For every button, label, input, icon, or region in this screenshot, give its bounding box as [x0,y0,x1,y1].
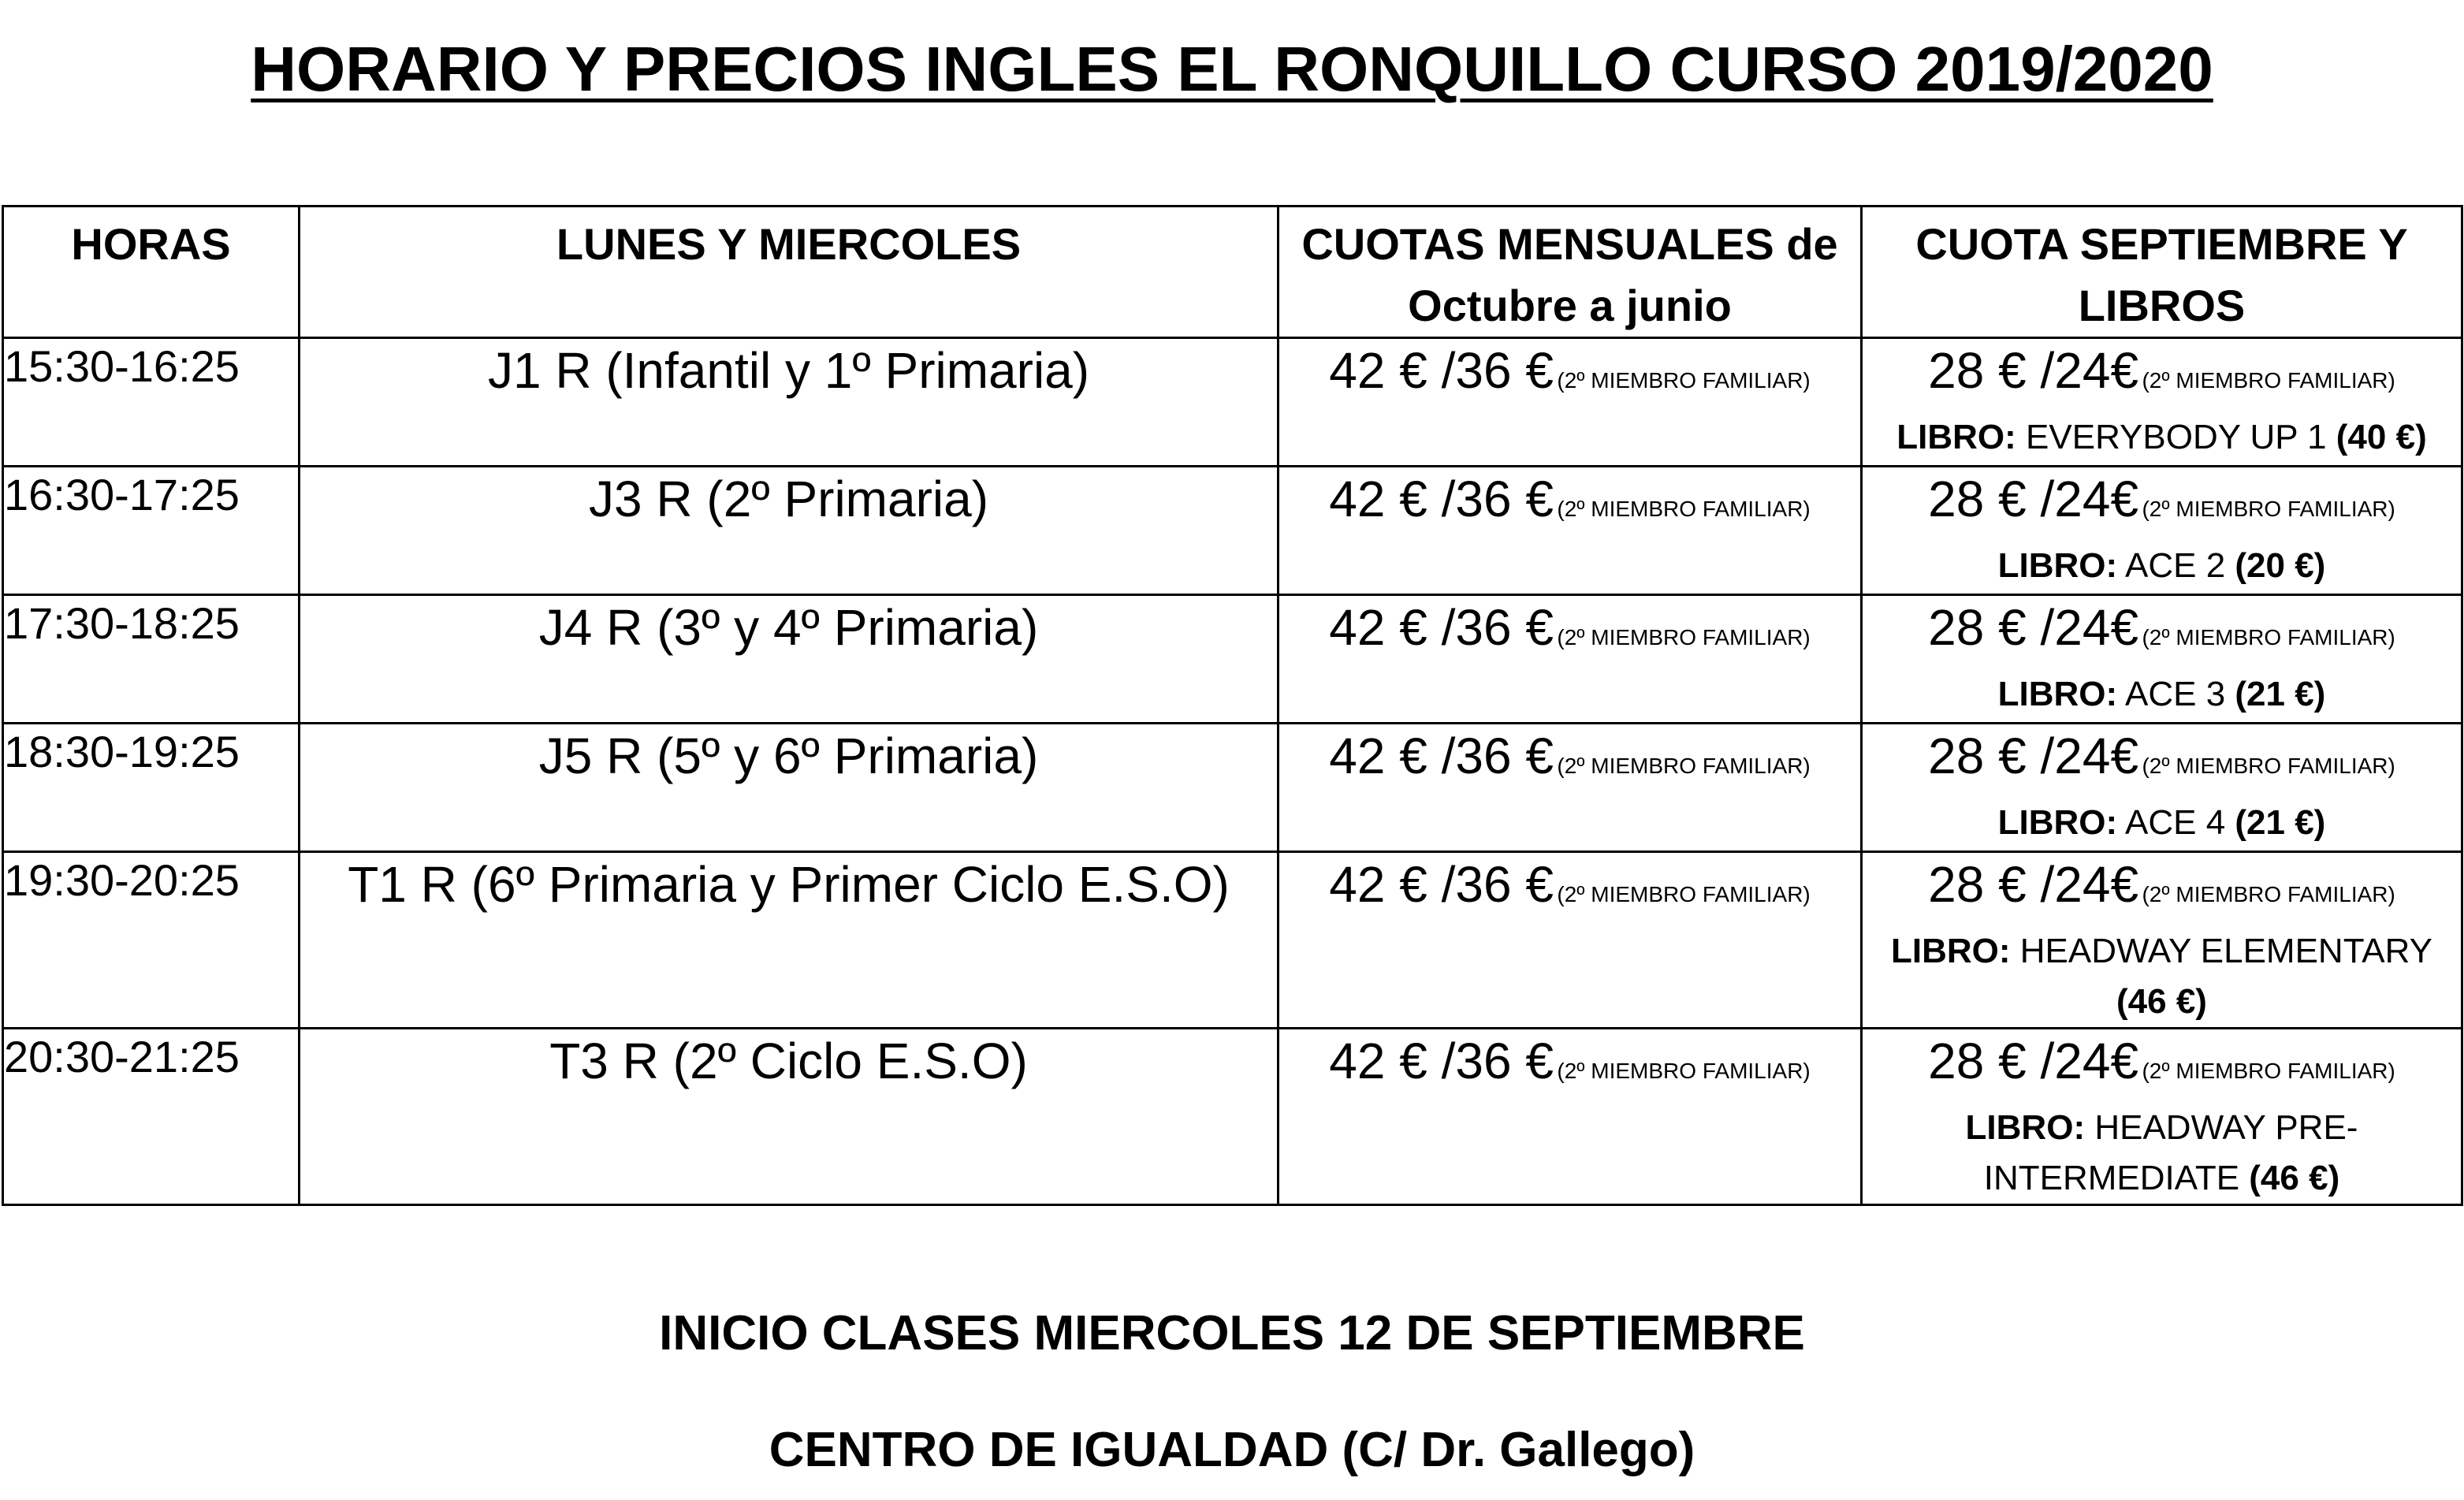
cuota-nota: (2º MIEMBRO FAMILIAR) [1557,1059,1811,1083]
cuota-nota: (2º MIEMBRO FAMILIAR) [1557,497,1811,521]
table-header-row [3,207,2462,338]
septiembre-nota: (2º MIEMBRO FAMILIAR) [2142,497,2395,521]
septiembre-cell [1862,724,2462,852]
septiembre-precio-line [1863,339,2461,412]
septiembre-precio: 28 € /24€ [1928,599,2139,656]
septiembre-cell [1862,852,2462,1029]
header-horas: HORAS [3,207,300,338]
hora-cell: 20:30-21:25 [3,1029,300,1205]
table-row [3,595,2462,724]
grupo-cell: T3 R (2º Ciclo E.S.O) [300,1029,1279,1205]
libro-label: LIBRO [1997,675,2106,713]
septiembre-precio-line [1863,596,2461,669]
libro-line [1863,541,2461,591]
header-cuotas: CUOTAS MENSUALES de Octubre a junio [1279,207,1862,338]
inicio-clases-note: INICIO CLASES MIERCOLES 12 DE SEPTIEMBRE [659,1306,1805,1360]
septiembre-cell [1862,1029,2462,1205]
cuota-precio: 42 € /36 € [1329,471,1554,527]
cuota-precio: 42 € /36 € [1329,856,1554,913]
libro-colon: : [1998,932,2011,970]
libro-line [1863,798,2461,848]
cuota-precio: 42 € /36 € [1329,728,1554,784]
cuota-nota: (2º MIEMBRO FAMILIAR) [1557,882,1811,906]
septiembre-precio-line [1863,1029,2461,1103]
libro-precio: (21 €) [2235,803,2326,842]
libro-titulo: HEADWAY PRE-INTERMEDIATE [1983,1108,2358,1197]
libro-titulo: ACE 4 [2117,803,2235,842]
grupo-cell: J5 R (5º y 6º Primaria) [300,724,1279,852]
hora-cell: 15:30-16:25 [3,338,300,467]
hora-cell: 17:30-18:25 [3,595,300,724]
hora-cell: 18:30-19:25 [3,724,300,852]
libro-colon: : [2105,546,2118,585]
cuota-cell [1279,595,1862,724]
septiembre-nota: (2º MIEMBRO FAMILIAR) [2142,625,2395,650]
libro-line [1863,412,2461,463]
cuota-cell [1279,852,1862,1029]
centro-location-note: CENTRO DE IGUALDAD (C/ Dr. Gallego) [769,1423,1695,1477]
libro-titulo: ACE 2 [2117,546,2235,585]
grupo-cell: J4 R (3º y 4º Primaria) [300,595,1279,724]
libro-colon: : [2105,675,2118,713]
cuota-cell [1279,467,1862,595]
libro-colon: : [2004,418,2016,456]
libro-precio: (20 €) [2235,546,2326,585]
libro-label: LIBRO [1965,1108,2074,1147]
grupo-cell: J1 R (Infantil y 1º Primaria) [300,338,1279,467]
libro-colon: : [2105,803,2118,842]
septiembre-nota: (2º MIEMBRO FAMILIAR) [2142,368,2395,393]
grupo-cell: T1 R (6º Primaria y Primer Ciclo E.S.O) [300,852,1279,1029]
table-row [3,338,2462,467]
libro-titulo: ACE 3 [2117,675,2235,713]
libro-line [1863,926,2461,1027]
septiembre-cell [1862,467,2462,595]
page-title-text: HORARIO Y PRECIOS INGLES EL RONQUILLO CURSO 2019/2020 [251,34,2213,104]
libro-precio: (46 €) [2116,982,2207,1021]
hora-cell: 19:30-20:25 [3,852,300,1029]
cuota-precio: 42 € /36 € [1329,342,1554,399]
header-dias: LUNES Y MIERCOLES [300,207,1279,338]
libro-precio: (40 €) [2336,418,2427,456]
cuota-cell [1279,724,1862,852]
libro-label: LIBRO [1896,418,2005,456]
page-title [0,30,2464,109]
libro-label: LIBRO [1997,546,2106,585]
septiembre-precio-line [1863,853,2461,926]
septiembre-nota: (2º MIEMBRO FAMILIAR) [2142,1059,2395,1083]
septiembre-cell [1862,595,2462,724]
septiembre-nota: (2º MIEMBRO FAMILIAR) [2142,754,2395,778]
libro-line [1863,669,2461,720]
libro-precio: (21 €) [2235,675,2326,713]
septiembre-nota: (2º MIEMBRO FAMILIAR) [2142,882,2395,906]
libro-colon: : [2073,1108,2086,1147]
septiembre-precio: 28 € /24€ [1928,471,2139,527]
libro-precio: (46 €) [2249,1159,2340,1197]
septiembre-cell [1862,338,2462,467]
libro-label: LIBRO [1890,932,1999,970]
septiembre-precio: 28 € /24€ [1928,728,2139,784]
cuota-nota: (2º MIEMBRO FAMILIAR) [1557,625,1811,650]
libro-titulo: EVERYBODY UP 1 [2015,418,2336,456]
hora-cell: 16:30-17:25 [3,467,300,595]
cuota-nota: (2º MIEMBRO FAMILIAR) [1557,754,1811,778]
schedule-table [2,205,2463,1206]
septiembre-precio: 28 € /24€ [1928,1033,2139,1089]
cuota-nota: (2º MIEMBRO FAMILIAR) [1557,368,1811,393]
septiembre-precio-line [1863,467,2461,541]
cuota-cell [1279,338,1862,467]
septiembre-precio-line [1863,724,2461,798]
libro-titulo: HEADWAY ELEMENTARY [2010,932,2432,970]
septiembre-precio: 28 € /24€ [1928,856,2139,913]
libro-label: LIBRO [1997,803,2106,842]
table-row [3,467,2462,595]
septiembre-precio: 28 € /24€ [1928,342,2139,399]
cuota-cell [1279,1029,1862,1205]
cuota-precio: 42 € /36 € [1329,599,1554,656]
grupo-cell: J3 R (2º Primaria) [300,467,1279,595]
libro-line [1863,1103,2461,1204]
table-row [3,724,2462,852]
cuota-precio: 42 € /36 € [1329,1033,1554,1089]
table-row [3,852,2462,1029]
header-septiembre: CUOTA SEPTIEMBRE Y LIBROS [1862,207,2462,338]
table-row [3,1029,2462,1205]
